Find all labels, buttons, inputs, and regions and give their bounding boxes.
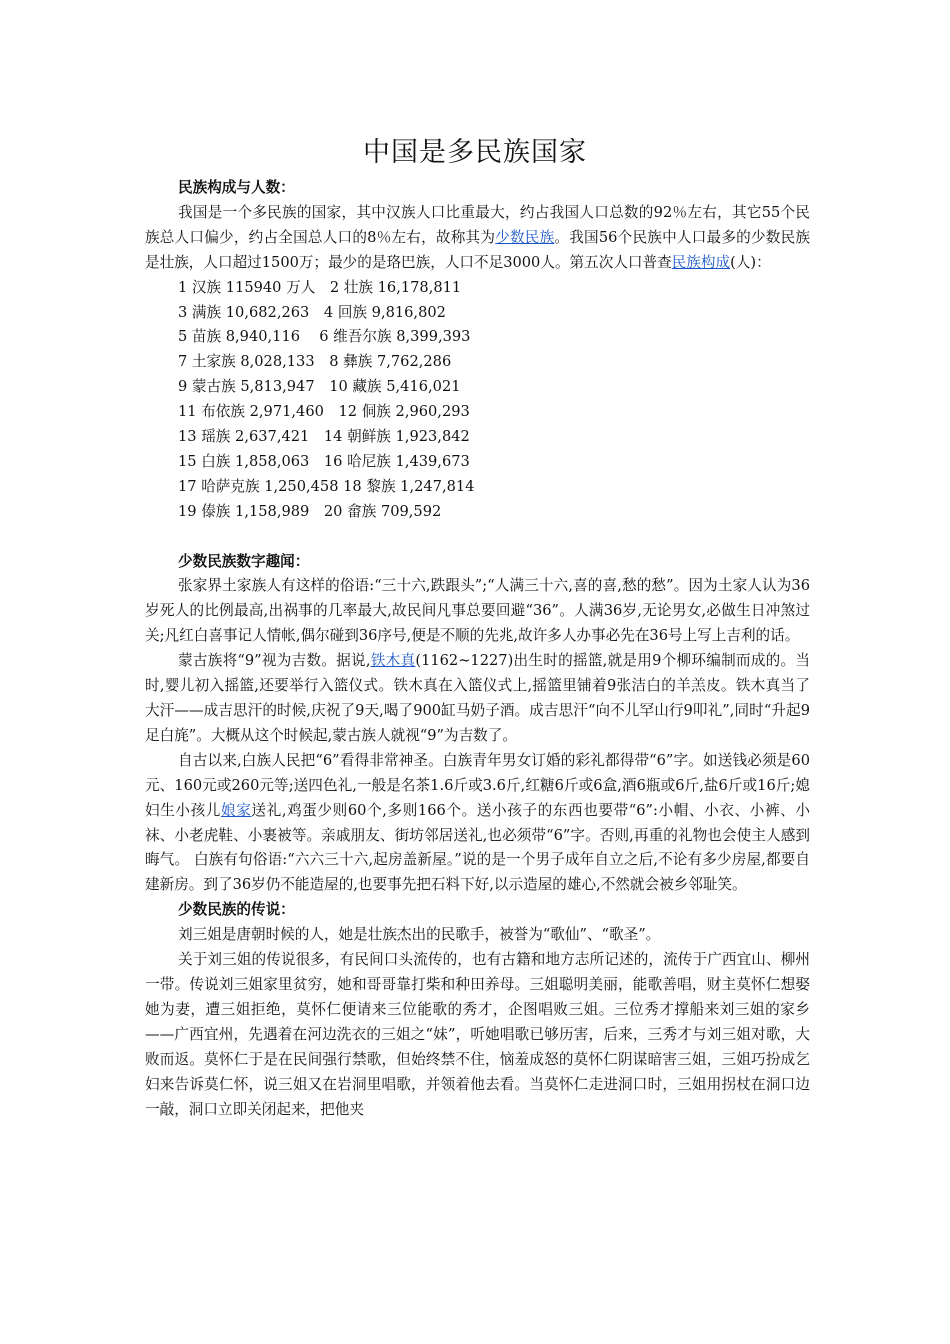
population-row: 17 哈萨克族 1,250,458 18 黎族 1,247,814: [178, 477, 475, 495]
population-row: 7 土家族 8,028,133 8 彝族 7,762,286: [178, 353, 452, 371]
paragraph-liu-sanjie-story: 关于刘三姐的传说很多，有民间口头流传的，也有古籍和地方志所记述的，流传于广西宜山、柳州一带。传说刘三姐家里贫穷，她和哥哥靠打柴和种田养母。三姐聪明美丽，能歌善唱，财主莫怀仁想娶她为妻，遭三姐拒绝，莫怀仁便请来三位能歌的秀才，企图唱败三姐。三位秀才撑船来刘三姐的家乡——广西宜州，先遇着在河边洗衣的三姐之“妹”，听她唱歌已够历害，后来，三秀才与刘三姐对歌，大败而返。莫怀仁于是在民间强行禁歌，但始终禁不住，恼羞成怒的莫怀仁阴谋暗害三姐，三姐巧扮成乞妇来告诉莫仁怀，说三姐又在岩洞里唱歌，并领着他去看。当莫怀仁走进洞口时，三姐用拐杖在洞口边一敲，洞口立即关闭起来，把他夹: [145, 951, 810, 1118]
population-row: 3 满族 10,682,263 4 回族 9,816,802: [178, 303, 446, 321]
paragraph-text: 蒙古族将“9”视为吉数。据说,: [178, 652, 371, 670]
paragraph-text: 自古以来,白族人民把“6”看得非常神圣。白族青年男女订婚的彩礼都得带“6”字。如送钱必须是60元、160元或260元等;送四色礼,一般是名茶1.6斤或3.6斤,红糖6斤或6盒,酒6瓶或6斤,盐6斤或16斤;媳妇生小孩儿: [145, 751, 810, 819]
paragraph-text: 。我国56个民族中人口最多的少数民族是壮族，人口超过1500万；最少的是珞巴族，人口不足3000人。第五次人口普查: [145, 228, 810, 271]
blank-line: [145, 525, 810, 550]
paragraph-liu-sanjie-intro: 刘三姐是唐朝时候的人，她是壮族杰出的民歌手，被誉为“歌仙”、“歌圣”。: [178, 926, 661, 944]
paragraph-text: 送礼,鸡蛋少则60个,多则166个。送小孩子的东西也要带“6”:小帽、小衣、小裤、小袜、小老虎鞋、小裹被等。亲戚朋友、街坊邻居送礼,也必须带“6”字。否则,再重的礼物也会使主人感到晦气。 白族有句俗语:“六六三十六,起房盖新屋。”说的是一个男子成年自立之后,不论有多少房屋,都要自建新房。到了36岁仍不能造屋的,也要事先把石料下好,以示造屋的雄心,不然就会被乡邻耻笑。: [145, 801, 810, 894]
population-row: 9 蒙古族 5,813,947 10 藏族 5,416,021: [178, 378, 461, 396]
paragraph-mongol: [145, 649, 810, 749]
paragraph-text: 我国是一个多民族的国家，其中汉族人口比重最大，约占我国人口总数的92％左右，其它55个民族总人口偏少，约占全国总人口的8％左右，故称其为: [145, 203, 810, 246]
population-row: 5 苗族 8,940,116 6 维吾尔族 8,399,393: [178, 328, 471, 346]
population-row: 13 瑶族 2,637,421 14 朝鲜族 1,923,842: [178, 428, 470, 446]
document-body: [145, 176, 810, 1122]
population-row: 19 傣族 1,158,989 20 畲族 709,592: [178, 502, 442, 520]
paragraph-tujia: 张家界土家族人有这样的俗语:“三十六,跌跟头”;“人满三十六,喜的喜,愁的愁”。因为土家人认为36岁死人的比例最高,出祸事的几率最大,故民间凡事总要回避“36”。人满36岁,无论男女,必做生日冲煞过关;凡红白喜事记人情帐,偶尔碰到36序号,便是不顺的先兆,故许多人办事必先在36号上写上吉利的话。: [145, 577, 810, 645]
link-maternal-home[interactable]: 娘家: [221, 801, 252, 819]
population-row: 15 白族 1,858,063 16 哈尼族 1,439,673: [178, 452, 470, 470]
link-ethnic-composition[interactable]: 民族构成: [671, 253, 731, 271]
paragraph-bai: [145, 749, 810, 898]
section-heading-numbers: 少数民族数字趣闻：: [178, 552, 310, 570]
page-title: 中国是多民族国家: [363, 137, 587, 168]
population-row: 11 布依族 2,971,460 12 侗族 2,960,293: [178, 403, 470, 421]
link-temujin[interactable]: 铁木真: [370, 652, 416, 670]
paragraph-text: (人)：: [730, 253, 771, 271]
paragraph-text: (1162~1227)出生时的摇篮,就是用9个柳环编制而成的。当时,婴儿初入摇篮,还要举行入篮仪式。铁木真在入篮仪式上,摇篮里铺着9张洁白的羊羔皮。铁木真当了大汗——成吉思汗的时候,庆祝了9天,喝了900缸马奶子酒。成吉思汗“向不儿罕山行9叩礼”,同时“升起9足白旄”。大概从这个时候起,蒙古族人就视“9”为吉数了。: [145, 652, 810, 744]
link-minority-nationalities[interactable]: 少数民族: [495, 228, 555, 246]
paragraph-intro: [145, 201, 810, 276]
population-row: 1 汉族 115940 万人 2 壮族 16,178,811: [178, 278, 462, 296]
section-heading-composition: 民族构成与人数：: [178, 179, 295, 196]
section-heading-legend: 少数民族的传说：: [178, 901, 295, 919]
